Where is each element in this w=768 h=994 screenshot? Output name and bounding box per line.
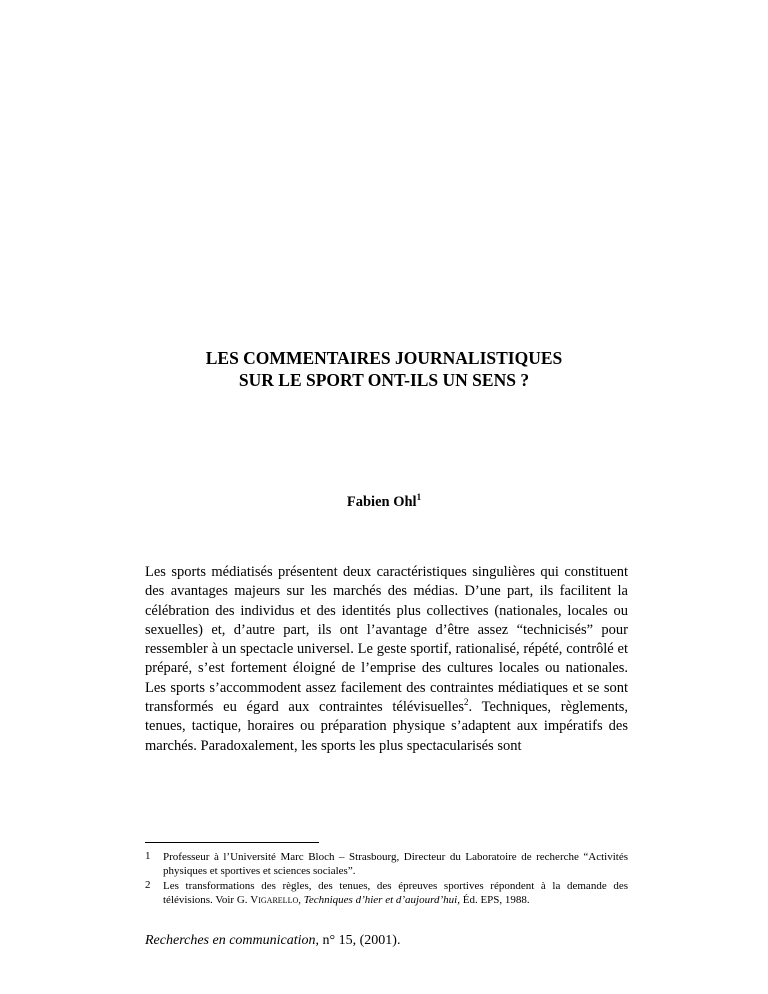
footnote-2 — [145, 879, 628, 907]
author-line — [140, 493, 628, 511]
journal-citation — [145, 932, 400, 950]
footnote-1-number: 1 — [145, 850, 151, 862]
footnote-2-work-title: Techniques d’hier et d’aujourd’hui — [303, 894, 458, 906]
author-footnote-ref[interactable]: 1 — [416, 492, 422, 503]
journal-name: Recherches en communication — [145, 933, 316, 948]
footnote-separator — [145, 842, 319, 843]
body-paragraph — [145, 563, 628, 756]
article-title-line-2: SUR LE SPORT ONT-ILS UN SENS ? — [238, 370, 530, 390]
footnote-2-separator: , — [298, 894, 304, 906]
footnote-2-text-before: Les transformations des règles, des tenues, des épreuves sportives répondent à la demande des télévisions. Voir G. — [163, 880, 628, 906]
body-text-part-1: Les sports médiatisés présentent deux caractéristiques singulières qui constituent des avantages majeurs sur les marchés des médias. D’une part, ils facilitent la célébration des individus et des identités plus collectives (nationales, locales ou sexuelles) et, d’autre part, ils ont l’avantage d’être assez “technicisés” pour ressembler à un spectacle universel. Le geste sportif, rationalisé, répété, contrôlé et préparé, s’est fortement éloigné de l’emprise des cultures locales ou nationales. Les sports s’accommodent assez facilement des contraintes médiatiques et se sont transformés eu égard aux contraintes télévisuelles — [145, 564, 628, 716]
footnote-2-number: 2 — [145, 879, 151, 891]
journal-details: , n° 15, (2001). — [315, 933, 401, 948]
footnotes — [145, 850, 628, 908]
article-title — [140, 347, 628, 391]
body-text-part-2: . Techniques, règlements, tenues, tactique, horaires ou préparation physique s’adaptent aux impératifs des marchés. Paradoxalement, les sports les plus spectacularisés sont — [145, 699, 628, 754]
article-title-line-1: LES COMMENTAIRES JOURNALISTIQUES — [205, 348, 563, 368]
author-name: Fabien Ohl — [346, 494, 417, 510]
footnote-1 — [145, 850, 628, 878]
body-footnote-ref[interactable]: 2 — [464, 697, 469, 708]
footnote-2-author: Vigarello — [250, 894, 299, 906]
footnote-2-text-after: , Éd. EPS, 1988. — [457, 894, 530, 906]
footnote-1-text: Professeur à l’Université Marc Bloch – Strasbourg, Directeur du Laboratoire de recherche “Activités physiques et sportives et sciences sociales”. — [163, 851, 628, 877]
